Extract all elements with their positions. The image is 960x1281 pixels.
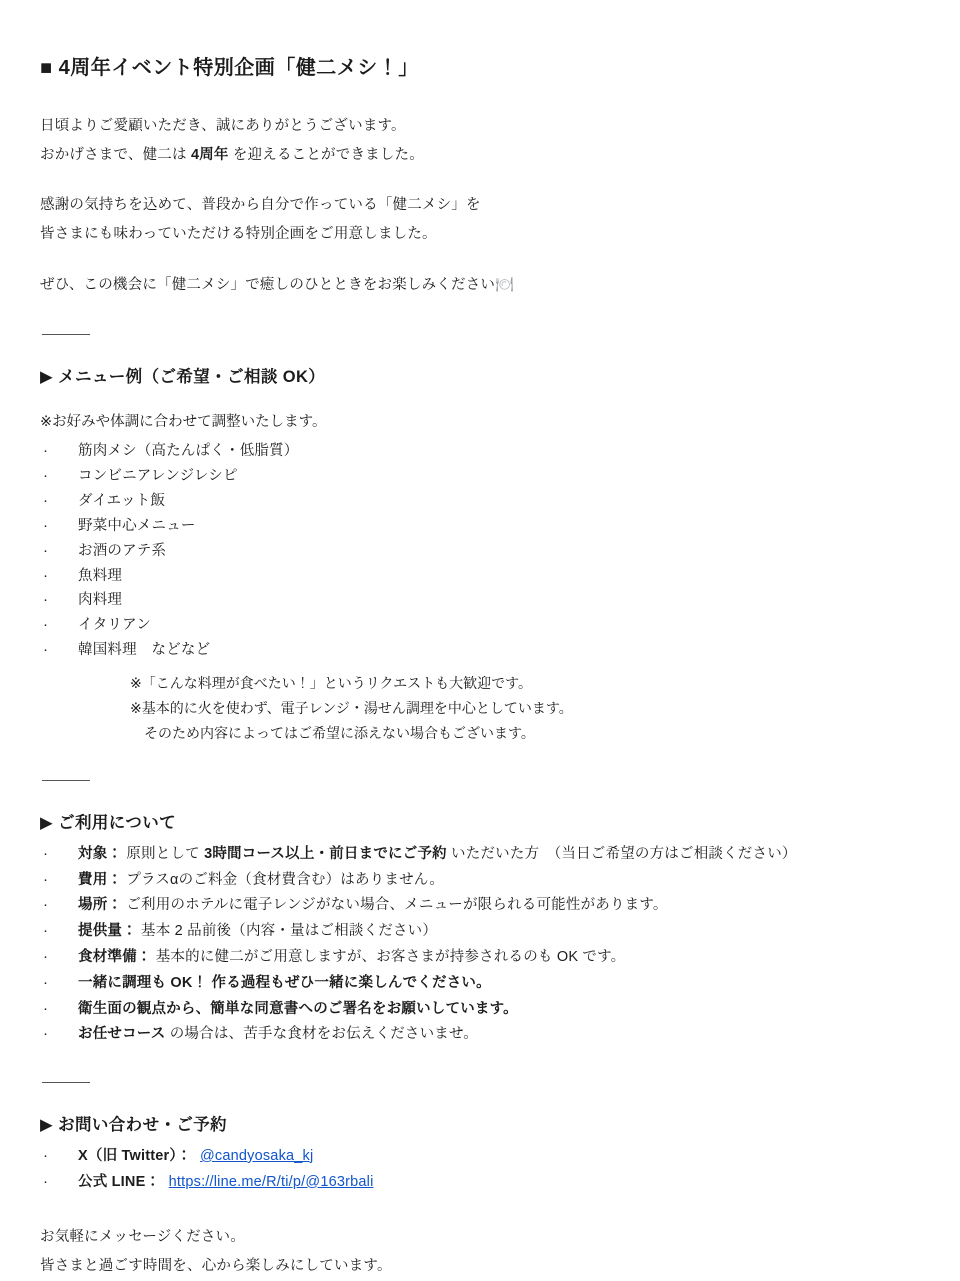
list-item (40, 997, 916, 1023)
list-item (40, 971, 916, 997)
menu-note: ※お好みや体調に合わせて調整いたします。 (40, 414, 327, 431)
usage-label: 場所： (78, 897, 123, 914)
usage-label: 提供量： (78, 923, 137, 940)
list-item (40, 893, 916, 919)
list-item: · 肉料理 (40, 588, 916, 613)
usage-text-a: 原則として (122, 845, 205, 862)
usage-text-a: の場合は、苦手な食材をお伝えくださいませ。 (165, 1026, 478, 1043)
intro-line-2-a: おかげさまで、健二は (40, 146, 191, 163)
list-item (40, 1022, 916, 1048)
menu-list (40, 439, 916, 663)
line-url-link[interactable]: https://line.me/R/ti/p/@163rbali (168, 1173, 374, 1190)
usage-text-b: いただいた方 （当日ご希望の方はご相談ください） (446, 845, 797, 862)
menu-heading: ▶ メニュー例（ご希望・ご相談 OK） (40, 367, 326, 386)
list-item: · 魚料理 (40, 564, 916, 589)
usage-label: 衛生面の観点から、簡単な同意書へのご署名をお願いしています。 (78, 1000, 518, 1017)
divider-2 (42, 780, 90, 781)
contact-heading: ▶ お問い合わせ・ご予約 (40, 1116, 228, 1135)
usage-text-a: 基本的に健二がご用意しますが、お客さまが持参されるのも OK です。 (151, 948, 626, 965)
page-title: ■ 4周年イベント特別企画「健二メシ！」 (40, 57, 419, 79)
usage-text-a: プラスαのご料金（食材費含む）はありません。 (122, 871, 445, 888)
closing-block (40, 1223, 916, 1280)
usage-text-a: 基本 2 品前後（内容・量はご相談ください） (136, 923, 438, 940)
list-item: · 筋肉メシ（高たんぱく・低脂質） (40, 439, 916, 464)
usage-list (40, 842, 916, 1048)
usage-text-a: 作る過程もぜひ一緒に楽しんでください。 (207, 974, 491, 991)
menu-subnote-2: ※基本的に火を使わず、電子レンジ・湯せん調理を中心としています。 (130, 700, 573, 717)
list-item (40, 868, 916, 894)
x-label: X（旧 Twitter）： (78, 1147, 192, 1164)
menu-subnote-1: ※「こんな料理が食べたい！」というリクエストも大歓迎です。 (130, 675, 533, 692)
intro-line-5 (40, 271, 916, 300)
intro-line-4: 皆さまにも味わっていただける特別企画をご用意しました。 (40, 226, 437, 243)
intro-line-3: 感謝の気持ちを込めて、普段から自分で作っている「健二メシ」を (40, 197, 481, 214)
anniversary-highlight: 4周年 (190, 146, 229, 163)
list-item: · お酒のアテ系 (40, 539, 916, 564)
divider-3 (42, 1082, 90, 1083)
intro-line-2-c: を迎えることができました。 (228, 146, 424, 163)
list-item: · イタリアン (40, 613, 916, 638)
intro-line-1: 日頃よりご愛顧いただき、誠にありがとうございます。 (40, 118, 406, 134)
intro-line-5-text: ぜひ、この機会に「健二メシ」で癒しのひとときをお楽しみください (40, 276, 496, 293)
usage-text-a: ご利用のホテルに電子レンジがない場合、メニューが限られる可能性があります。 (122, 897, 668, 914)
usage-label: お任せコース (78, 1026, 166, 1043)
usage-label: 一緒に調理も OK！ (78, 974, 208, 991)
list-item (40, 1144, 916, 1170)
closing-line-2: 皆さまと過ごす時間を、心から楽しみにしています。 (40, 1258, 392, 1275)
intro-line-2 (40, 141, 916, 170)
contact-list (40, 1144, 916, 1196)
usage-label: 食材準備： (78, 948, 152, 965)
divider-1 (42, 334, 90, 335)
intro-block-2 (40, 191, 916, 248)
usage-label: 対象： (78, 845, 123, 862)
list-item: · ダイエット飯 (40, 489, 916, 514)
menu-subnote-3: そのため内容によってはご希望に添えない場合もございます。 (144, 725, 535, 742)
cutlery-icon: 🍽 (495, 276, 514, 293)
usage-text-bold: 3時間コース以上・前日までにご予約 (204, 845, 447, 862)
list-item (40, 945, 916, 971)
list-item (40, 1170, 916, 1196)
line-label: 公式 LINE： (78, 1173, 161, 1190)
list-item (40, 842, 916, 868)
menu-subnotes (130, 671, 916, 746)
usage-label: 費用： (78, 871, 123, 888)
x-handle-link[interactable]: @candyosaka_kj (199, 1147, 314, 1164)
list-item: · 野菜中心メニュー (40, 514, 916, 539)
list-item: · コンビニアレンジレシピ (40, 464, 916, 489)
intro-block-3 (40, 271, 916, 300)
intro-block (40, 112, 916, 169)
closing-line-1: お気軽にメッセージください。 (40, 1229, 245, 1246)
list-item (40, 919, 916, 945)
usage-heading: ▶ ご利用について (40, 813, 177, 832)
list-item: · 韓国料理 などなど (40, 638, 916, 663)
